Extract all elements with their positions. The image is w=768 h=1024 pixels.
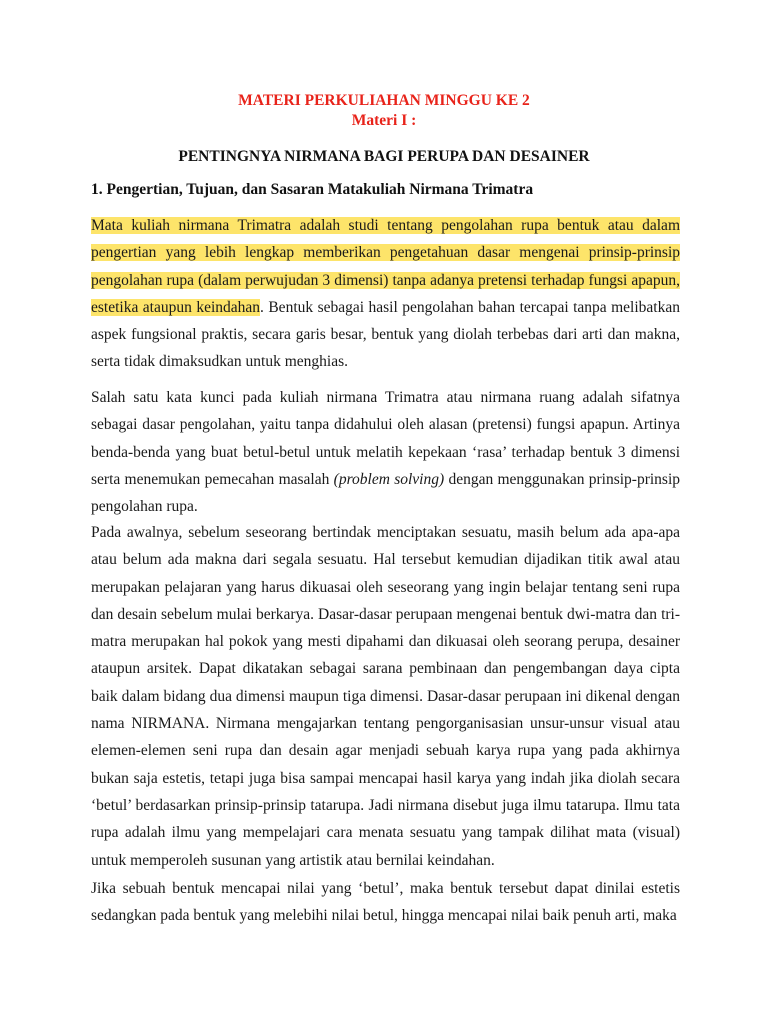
paragraph-2 [91, 384, 680, 520]
highlighted-text: Mata kuliah nirmana Trimatra adalah studi tentang pengolahan rupa bentuk atau dalam pengertian yang lebih lengkap memberikan pengetahuan dasar mengenai prinsip-prinsip pengolahan rupa (dalam perwujudan 3 dimensi) tanpa adanya pretensi terhadap fungsi apapun, estetika ataupun keindahan [91, 217, 680, 316]
paragraph-4-text: Jika sebuah bentuk mencapai nilai yang ‘betul’, maka bentuk tersebut dapat dinilai estetis sedangkan pada bentuk yang melebihi nilai betul, hingga mencapai nilai baik penuh arti, maka [91, 880, 680, 925]
section-heading: 1. Pengertian, Tujuan, dan Sasaran Matakuliah Nirmana Trimatra [91, 181, 534, 198]
main-heading: PENTINGNYA NIRMANA BAGI PERUPA DAN DESAINER [178, 148, 590, 165]
paragraph-1 [91, 212, 680, 376]
italic-term: (problem solving) [333, 470, 445, 488]
paragraph-3 [91, 519, 680, 874]
title-line-1: MATERI PERKULIAHAN MINGGU KE 2 [238, 92, 530, 109]
paragraph-2-text: Salah satu kata kunci pada kuliah nirmana Trimatra atau nirmana ruang adalah sifatnya sebagai dasar pengolahan, yaitu tanpa didahului oleh alasan (pretensi) fungsi apapun. Artinya benda-benda yang buat betul-betul untuk melatih kepekaan ‘rasa’ terhadap bentuk 3 dimensi serta menemukan pemecahan masalah [91, 389, 680, 488]
paragraph-2-end: dengan menggunakan prinsip-prinsip pengolahan rupa. [91, 470, 681, 516]
paragraph-4 [91, 875, 680, 930]
paragraph-1-rest: . Bentuk sebagai hasil pengolahan bahan tercapai tanpa melibatkan aspek fungsional praktis, secara garis besar, bentuk yang diolah terbebas dari arti dan makna, serta tidak dimaksudkan untuk menghias. [91, 298, 680, 371]
document-title [0, 91, 768, 131]
title-line-2: Materi I : [351, 112, 417, 129]
paragraph-3-text: Pada awalnya, sebelum seseorang bertindak menciptakan sesuatu, masih belum ada apa-apa atau belum ada makna dari segala sesuatu. Hal tersebut kemudian dijadikan titik awal atau merupakan pelajaran yang harus dikuasai oleh seseorang yang ingin belajar tentang seni rupa dan desain sebelum mulai berkarya. Dasar-dasar perupaan mengenai bentuk dwi-matra dan tri-matra merupakan hal pokok yang mesti dipahami dan dikuasai oleh seorang perupa, desainer ataupun arsitek. Dapat dikatakan sebagai sarana pembinaan dan pengembangan daya cipta baik dalam bidang dua dimensi maupun tiga dimensi. Dasar-dasar perupaan ini dikenal dengan nama NIRMANA. Nirmana mengajarkan tentang pengorganisasian unsur-unsur visual atau elemen-elemen seni rupa dan desain agar menjadi sebuah karya rupa yang pada akhirnya bukan saja estetis, tetapi juga bisa sampai mencapai hasil karya yang indah jika diolah secara ‘betul’ berdasarkan prinsip-prinsip tatarupa. Jadi nirmana disebut juga ilmu tatarupa. Ilmu tata rupa adalah ilmu yang mempelajari cara menata sesuatu yang tampak dilihat mata (visual) untuk memperoleh susunan yang artistik atau bernilai keindahan. [91, 524, 680, 869]
